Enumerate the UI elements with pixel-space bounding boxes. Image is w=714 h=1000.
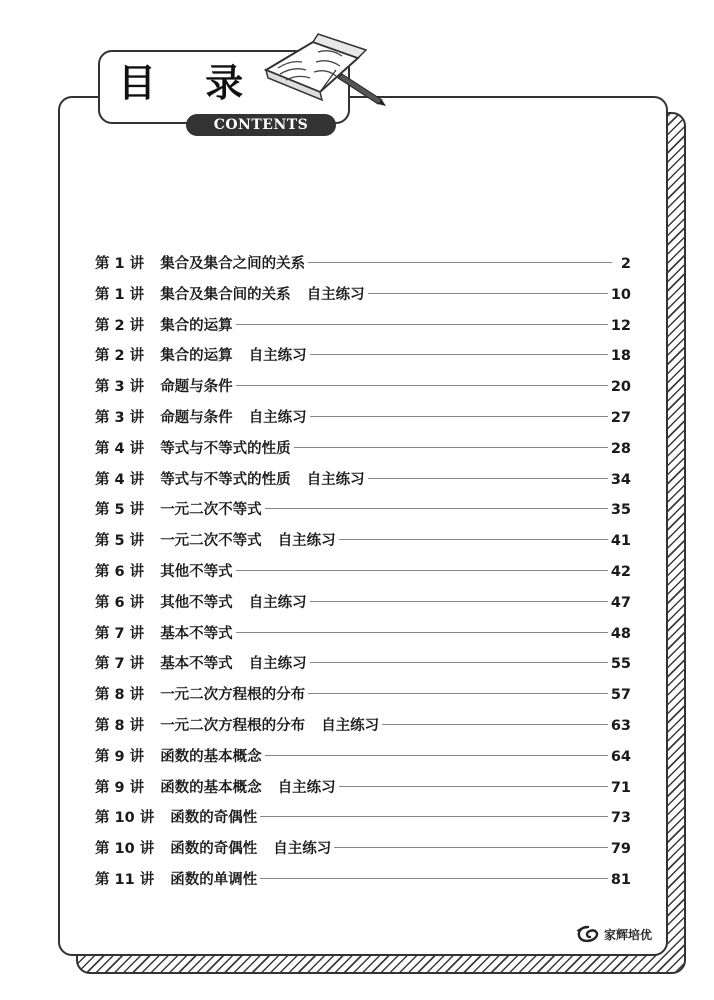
toc-entry[interactable]	[95, 406, 631, 437]
toc-entry[interactable]	[95, 252, 631, 283]
swirl-logo-icon	[575, 924, 601, 944]
toc-page-number: 34	[610, 471, 631, 488]
toc-leader-line	[236, 570, 608, 571]
toc-leader-line	[308, 693, 608, 694]
toc-entry[interactable]	[95, 468, 631, 499]
toc-leader-line	[339, 786, 608, 787]
toc-practice-label: 自主练习	[248, 656, 307, 673]
toc-chapter-label: 第 11 讲	[95, 871, 155, 888]
toc-entry[interactable]	[95, 622, 631, 653]
toc-leader-line	[382, 724, 608, 725]
toc-leader-line	[260, 816, 608, 817]
toc-page-number: 42	[610, 563, 631, 580]
toc-chapter-label: 第 9 讲	[95, 748, 145, 765]
toc-topic-title: 其他不等式	[160, 563, 233, 580]
toc-page-number: 20	[610, 379, 631, 396]
toc-leader-line	[310, 601, 608, 602]
toc-entry[interactable]	[95, 498, 631, 529]
toc-topic-title: 基本不等式	[160, 656, 233, 673]
toc-entry[interactable]	[95, 714, 631, 745]
toc-leader-line	[310, 416, 608, 417]
toc-page-number: 63	[610, 717, 631, 734]
toc-topic-title: 一元二次不等式	[160, 533, 262, 550]
toc-topic-title: 一元二次不等式	[160, 502, 262, 519]
contents-badge: CONTENTS	[186, 114, 336, 136]
toc-entry[interactable]	[95, 745, 631, 776]
toc-leader-line	[265, 755, 608, 756]
toc-leader-line	[236, 632, 608, 633]
brand-name: 家辉培优	[604, 927, 653, 942]
toc-chapter-label: 第 10 讲	[95, 841, 155, 858]
toc-topic-title: 函数的奇偶性	[170, 841, 258, 858]
page-title: 目 录	[118, 61, 262, 105]
toc-leader-line	[310, 354, 608, 355]
toc-leader-line	[308, 262, 612, 263]
toc-chapter-label: 第 8 讲	[95, 687, 145, 704]
toc-entry[interactable]	[95, 283, 631, 314]
toc-entry[interactable]	[95, 806, 631, 837]
toc-practice-label: 自主练习	[248, 409, 307, 426]
toc-practice-label: 自主练习	[248, 348, 307, 365]
toc-practice-label: 自主练习	[277, 533, 336, 550]
table-of-contents	[95, 252, 631, 899]
toc-practice-label: 自主练习	[306, 286, 365, 303]
toc-leader-line	[368, 478, 608, 479]
toc-chapter-label: 第 4 讲	[95, 440, 145, 457]
toc-topic-title: 函数的基本概念	[160, 779, 262, 796]
toc-leader-line	[368, 293, 608, 294]
toc-entry[interactable]	[95, 344, 631, 375]
toc-topic-title: 等式与不等式的性质	[160, 471, 291, 488]
toc-entry[interactable]	[95, 375, 631, 406]
toc-chapter-label: 第 8 讲	[95, 717, 145, 734]
toc-entry[interactable]	[95, 314, 631, 345]
toc-entry[interactable]	[95, 683, 631, 714]
toc-topic-title: 基本不等式	[160, 625, 233, 642]
toc-topic-title: 其他不等式	[160, 594, 233, 611]
open-book-icon	[258, 30, 388, 110]
toc-practice-label: 自主练习	[277, 779, 336, 796]
toc-topic-title: 集合及集合间的关系	[160, 286, 291, 303]
toc-topic-title: 函数的奇偶性	[170, 810, 258, 827]
toc-entry[interactable]	[95, 437, 631, 468]
toc-page-number: 35	[610, 502, 631, 519]
toc-practice-label: 自主练习	[273, 841, 332, 858]
toc-chapter-label: 第 9 讲	[95, 779, 145, 796]
toc-page-number: 28	[610, 440, 631, 457]
toc-chapter-label: 第 3 讲	[95, 379, 145, 396]
toc-topic-title: 集合及集合之间的关系	[160, 256, 306, 272]
toc-page-number: 73	[610, 810, 631, 827]
toc-chapter-label: 第 5 讲	[95, 502, 145, 519]
toc-topic-title: 一元二次方程根的分布	[160, 687, 306, 704]
toc-page-number: 64	[610, 748, 631, 765]
toc-topic-title: 函数的基本概念	[160, 748, 262, 765]
toc-page-number: 41	[610, 533, 631, 550]
toc-page-number: 79	[610, 841, 631, 858]
toc-leader-line	[334, 847, 608, 848]
toc-page-number: 81	[610, 871, 631, 888]
toc-topic-title: 命题与条件	[160, 379, 233, 396]
toc-chapter-label: 第 3 讲	[95, 409, 145, 426]
toc-chapter-label: 第 4 讲	[95, 471, 145, 488]
toc-page-number: 2	[620, 256, 631, 272]
toc-chapter-label: 第 7 讲	[95, 656, 145, 673]
toc-chapter-label: 第 2 讲	[95, 348, 145, 365]
toc-entry[interactable]	[95, 837, 631, 868]
toc-chapter-label: 第 5 讲	[95, 533, 145, 550]
toc-page-number: 71	[610, 779, 631, 796]
toc-entry[interactable]	[95, 560, 631, 591]
toc-page-number: 12	[610, 317, 631, 334]
toc-chapter-label: 第 7 讲	[95, 625, 145, 642]
toc-leader-line	[265, 508, 608, 509]
toc-page-number: 10	[610, 286, 631, 303]
toc-topic-title: 命题与条件	[160, 409, 233, 426]
toc-page-number: 48	[610, 625, 631, 642]
toc-practice-label: 自主练习	[306, 471, 365, 488]
brand-footer	[575, 922, 652, 946]
toc-topic-title: 等式与不等式的性质	[160, 440, 291, 457]
toc-leader-line	[260, 878, 608, 879]
toc-chapter-label: 第 6 讲	[95, 594, 145, 611]
toc-entry[interactable]	[95, 868, 631, 899]
toc-topic-title: 函数的单调性	[170, 871, 258, 888]
toc-page-number: 47	[610, 594, 631, 611]
toc-topic-title: 集合的运算	[160, 348, 233, 365]
toc-entry[interactable]	[95, 776, 631, 807]
toc-leader-line	[294, 447, 608, 448]
toc-practice-label: 自主练习	[248, 594, 307, 611]
toc-page-number: 27	[610, 409, 631, 426]
toc-chapter-label: 第 10 讲	[95, 810, 155, 827]
toc-chapter-label: 第 1 讲	[95, 256, 145, 272]
toc-chapter-label: 第 2 讲	[95, 317, 145, 334]
toc-page-number: 18	[610, 348, 631, 365]
toc-chapter-label: 第 6 讲	[95, 563, 145, 580]
toc-leader-line	[236, 385, 608, 386]
toc-topic-title: 一元二次方程根的分布	[160, 717, 306, 734]
toc-leader-line	[339, 539, 608, 540]
toc-leader-line	[310, 662, 608, 663]
toc-chapter-label: 第 1 讲	[95, 286, 145, 303]
toc-page-number: 55	[610, 656, 631, 673]
toc-entry[interactable]	[95, 591, 631, 622]
toc-practice-label: 自主练习	[321, 717, 380, 734]
toc-entry[interactable]	[95, 529, 631, 560]
toc-page-number: 57	[610, 687, 631, 704]
toc-entry[interactable]	[95, 652, 631, 683]
toc-leader-line	[236, 324, 608, 325]
toc-topic-title: 集合的运算	[160, 317, 233, 334]
